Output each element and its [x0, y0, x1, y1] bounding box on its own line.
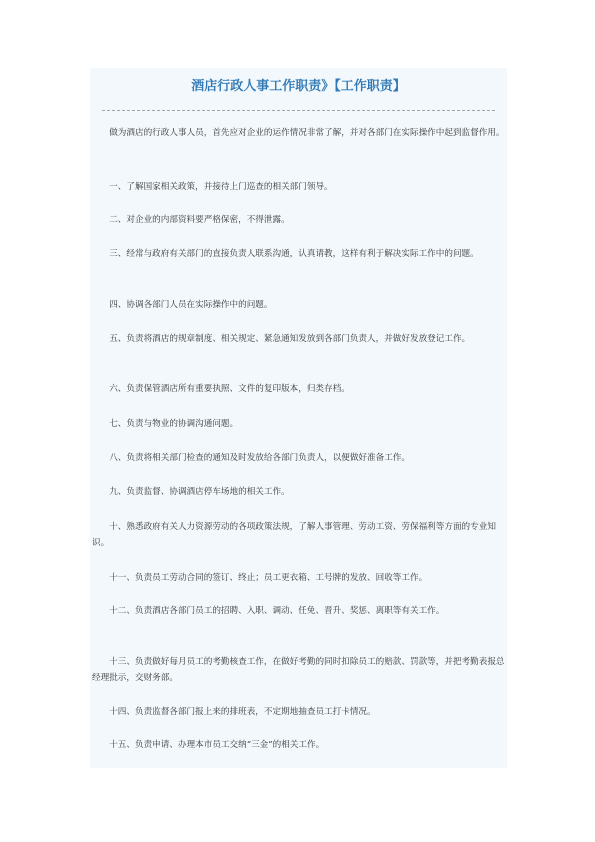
paragraph-3: 三、经常与政府有关部门的直接负责人联系沟通，认真请教，这样有利于解决实际工作中的问题。	[109, 249, 479, 259]
paragraph-2: 二、对企业的内部资料要严格保密，不得泄露。	[109, 215, 290, 225]
document-title: 酒店行政人事工作职责》【工作职责】	[191, 79, 406, 94]
paragraph-11: 十一、负责员工劳动合同的签订、终止；员工更衣箱、工号牌的发放、回收等工作。	[109, 573, 428, 583]
paragraph-9: 九、负责监督、协调酒店停车场地的相关工作。	[109, 487, 290, 497]
paragraph-12: 十二、负责酒店各部门员工的招聘、入职、调动、任免、晋升、奖惩、离职等有关工作。	[109, 606, 445, 616]
paragraph-8: 八、负责将相关部门检查的通知及时发放给各部门负责人，以便做好准备工作。	[109, 453, 410, 463]
paragraph-10: 十、熟悉政府有关人力资源劳动的各项政策法规，了解人事管理、劳动工资、劳保福利等方面的专业知识。	[92, 522, 496, 548]
paragraph-13: 十三、负责做好每月员工的考勤核查工作，在做好考勤的同时扣除员工的赔款、罚款等，并把考勤表报总经理批示，交财务部。	[92, 657, 505, 683]
paragraph-intro: 做为酒店的行政人事人员，首先应对企业的运作情况非常了解，并对各部门在实际操作中起到监督作用。	[109, 128, 505, 138]
title-divider	[102, 110, 495, 111]
paragraph-14: 十四、负责监督各部门报上来的排班表，不定期地抽查员工打卡情况。	[109, 707, 376, 717]
paragraph-5: 五、负责将酒店的规章制度、相关规定、紧急通知发放到各部门负责人，并做好发放登记工作。	[109, 334, 471, 344]
paragraph-1: 一、了解国家相关政策，并接待上门巡查的相关部门领导。	[109, 182, 333, 192]
paragraph-7: 七、负责与物业的协调沟通问题。	[109, 419, 239, 429]
paragraph-4: 四、协调各部门人员在实际操作中的问题。	[109, 300, 273, 310]
paragraph-6: 六、负责保管酒店所有重要执照、文件的复印版本，归类存档。	[109, 384, 350, 394]
paragraph-15: 十五、负责申请、办理本市员工交纳“三金”的相关工作。	[109, 740, 325, 750]
document-page	[90, 68, 507, 768]
